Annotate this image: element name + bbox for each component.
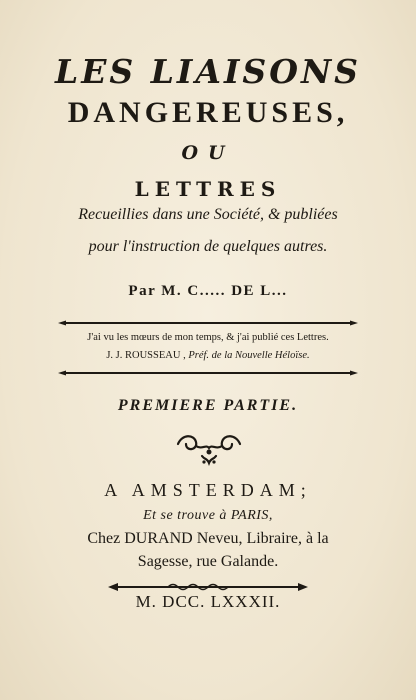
publication-date: M. DCC. LXXXII. [135, 592, 281, 611]
imprint-publisher-line-2: Sagesse, rue Galande. [137, 553, 279, 570]
top-ornamental-rule [58, 320, 358, 326]
imprint-city: A AMSTERDAM; [104, 480, 312, 500]
epigraph-attribution [0, 350, 416, 361]
epigraph-quote: J'ai vu les mœurs de mon temps, & j'ai publié ces Lettres. [87, 332, 329, 343]
subtitle-line-1: Recueillies dans une Société, & publiées [78, 206, 338, 223]
title-line-1: LES LIAISONS [55, 52, 361, 91]
epigraph-author: J. J. ROUSSEAU , [106, 350, 186, 361]
author-line: Par M. C..... DE L... [128, 283, 288, 299]
subtitle-line-2: pour l'instruction de quelques autres. [88, 238, 328, 255]
epigraph-source: Préf. de la Nouvelle Héloïse. [188, 350, 310, 361]
part-heading: PREMIERE PARTIE. [117, 397, 299, 414]
heading-lettres: LETTRES [134, 177, 282, 201]
title-line-2: DANGEREUSES, [67, 96, 349, 129]
conjunction-ou: OU [181, 142, 235, 164]
fleuron-ornament-icon [172, 430, 246, 470]
divider-ornament-icon [108, 577, 308, 587]
bottom-ornamental-rule [58, 370, 358, 376]
imprint-publisher-line-1: Chez DURAND Neveu, Libraire, à la [87, 530, 329, 547]
imprint-paris: Et se trouve à PARIS, [143, 508, 273, 523]
